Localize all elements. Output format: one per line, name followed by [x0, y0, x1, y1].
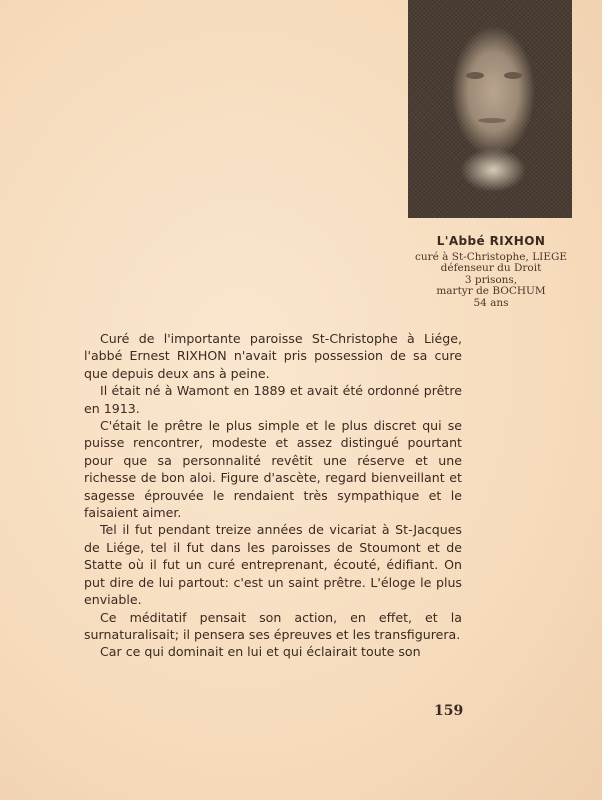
paragraph: Car ce qui dominait en lui et qui éclairait toute son [100, 644, 421, 660]
caption-line: 54 ans [473, 296, 509, 309]
portrait-eyes [466, 72, 522, 82]
page-number: 159 [434, 703, 464, 719]
paragraph: Tel il fut pendant treize années de vicariat à St-Jacques de Liége, tel il fut dans les paroisses de Stoumont et de Statte où il fut un curé entreprenant, écouté, édifiant. On put dire de lui partout: c'est un saint prêtre. L'éloge le plus enviable. [84, 522, 462, 608]
caption-line: martyr de BOCHUM [436, 285, 546, 297]
caption-name: L'Abbé RIXHON [436, 234, 546, 248]
portrait-photo [408, 0, 572, 218]
caption-line: défenseur du Droit [440, 262, 542, 274]
body-text [84, 330, 462, 661]
paragraph: C'était le prêtre le plus simple et le plus discret qui se puisse rencontrer, modeste et assez distingué pourtant pour que sa personnalité revêtit une réserve et une richesse de bon aloi. Figure d'ascète, regard bienveillant et sagesse éprouvée le rendaient très sympathique et le faisaient aimer. [84, 418, 462, 521]
paragraph: Curé de l'importante paroisse St-Christophe à Liége, l'abbé Ernest RIXHON n'avait pris possession de sa cure que depuis deux ans à peine. [84, 331, 462, 381]
paragraph: Ce méditatif pensait son action, en effet, et la surnaturalisait; il pensera ses épreuves et les transfigurera. [84, 609, 462, 642]
photo-caption [380, 236, 602, 309]
portrait-mouth [478, 118, 506, 123]
paragraph: Il était né à Wamont en 1889 et avait été ordonné prêtre en 1913. [84, 383, 462, 416]
caption-line: curé à St-Christophe, LIEGE [414, 250, 568, 263]
caption-line: 3 prisons, [464, 273, 518, 286]
